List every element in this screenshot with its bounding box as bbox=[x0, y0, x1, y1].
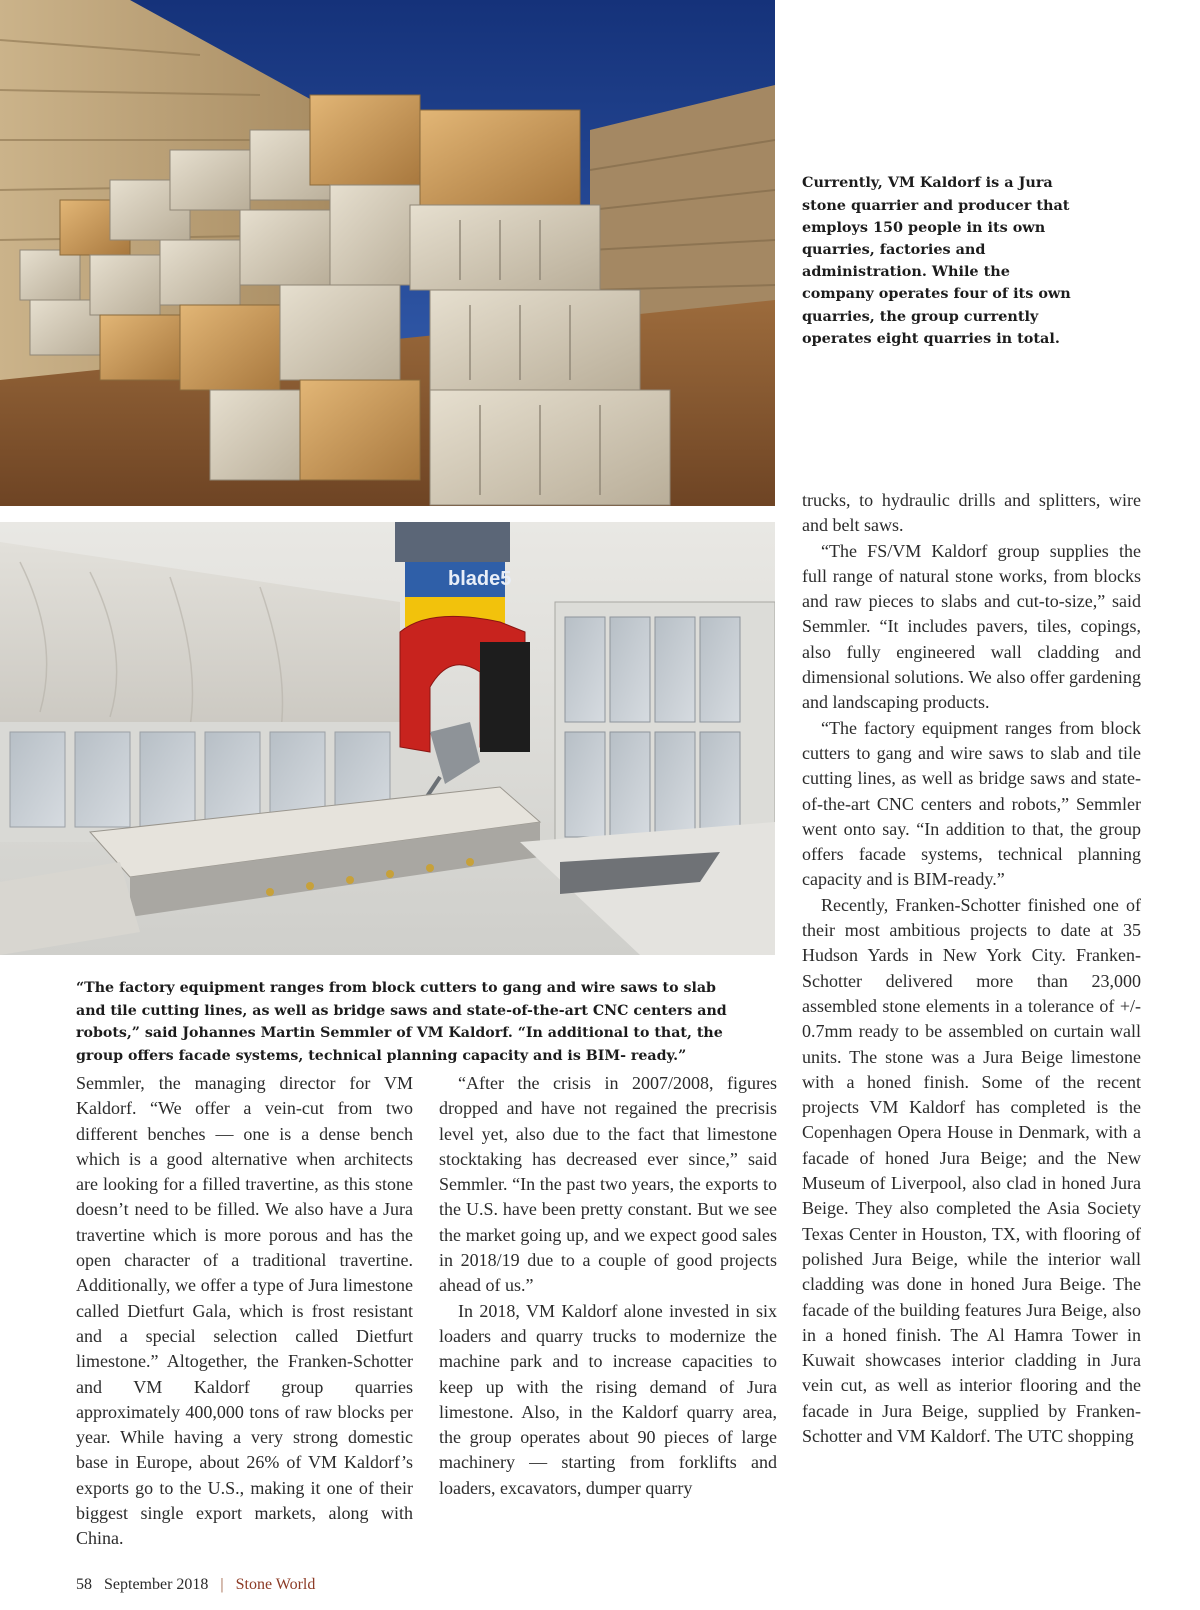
paragraph: “The factory equipment ranges from block cutters to gang and wire saws to slab and tile cutting lines, as well as bridge saws and state-of-the-art CNC centers and robots,” Semmler went onto say. “In addition to that, the group offers facade systems, technical planning capacity and is BIM-ready.” bbox=[802, 717, 1141, 890]
cnc-machine-photo bbox=[0, 522, 775, 955]
page-number: 58 bbox=[76, 1576, 92, 1593]
page-footer bbox=[76, 1576, 315, 1594]
footer-separator: | bbox=[220, 1576, 224, 1593]
cnc-saw-image bbox=[0, 522, 775, 955]
article-column-2 bbox=[439, 1071, 777, 1501]
article-column-3 bbox=[802, 488, 1141, 1449]
paragraph: In 2018, VM Kaldorf alone invested in six loaders and quarry trucks to modernize the machine park and to increase capacities to keep up with the rising demand of Jura limestone. Also, in the Kaldorf quarry area, the group operates about 90 pieces of large machinery — starting from forklifts and loaders, excavators, dumper quarry bbox=[439, 1300, 777, 1498]
paragraph: “After the crisis in 2007/2008, figures dropped and have not regained the precrisis level yet, also due to the fact that limestone stocktaking has decreased ever since,” said Semmler. “In the past two years, the exports to the U.S. have been pretty constant. But we see the market going up, and we expect good sales in 2018/19 due to a couple of good projects ahead of us.” bbox=[439, 1073, 777, 1296]
paragraph: “The FS/VM Kaldorf group supplies the full range of natural stone works, from blocks and raw pieces to slabs and cut-to-size,” said Semmler. “It includes pavers, tiles, copings, also fully engineered wall cladding and dimensional solutions. We also offer gardening and landscaping products. bbox=[802, 540, 1141, 713]
publication-name: Stone World bbox=[235, 1576, 316, 1593]
sidebar-caption: Currently, VM Kaldorf is a Jura stone quarrier and producer that employs 150 people in its own quarries, factories and administration. While the company operates four of its own quarries, the group currently operates eight quarries in total. bbox=[802, 174, 1071, 347]
quarry-stone-blocks-image bbox=[0, 0, 775, 506]
article-column-1 bbox=[76, 1071, 413, 1552]
paragraph: trucks, to hydraulic drills and splitters, wire and belt saws. bbox=[802, 490, 1141, 536]
paragraph: Recently, Franken-Schotter finished one of their most ambitious projects to date at 35 Hudson Yards in New York City. Franken-Schotter delivered more than 23,000 assembled stone elements in a tolerance of +/- 0.7mm ready to be assembled on curtain wall units. The stone was a Jura Beige limestone with a honed finish. Some of the recent projects VM Kaldorf has completed is the Copenhagen Opera House in Denmark, with a facade of honed Jura Beige; and the New Museum of Liverpool, also clad in honed Jura Beige. They also completed the Asia Society Texas Center in Houston, TX, with flooring of polished Jura Beige, while the interior wall cladding was done in honed Jura Beige. The facade of the building features Jura Beige, also in a honed finish. The Al Hamra Tower in Kuwait showcases interior cladding in Jura vein cut, as well as interior flooring and the facade in Jura Beige, supplied by Franken-Schotter and VM Kaldorf. The UTC shopping bbox=[802, 894, 1141, 1446]
machine-brand-label: blade5 bbox=[448, 568, 512, 590]
photo-caption: “The factory equipment ranges from block cutters to gang and wire saws to slab and tile cutting lines, as well as bridge saws and state-of-the-art CNC centers and robots,” said Johannes Martin Semmler of VM Kaldorf. “In additional to that, the group offers facade systems, technical planning capacity and is BIM- ready.” bbox=[76, 980, 727, 1064]
issue-date: September 2018 bbox=[104, 1576, 209, 1593]
quarry-photo bbox=[0, 0, 775, 506]
paragraph: Semmler, the managing director for VM Kaldorf. “We offer a vein-cut from two different benches — one is a dense bench which is a good alternative when architects are looking for a filled travertine, as this stone doesn’t need to be filled. We also have a Jura travertine which is more porous and has the open character of a traditional travertine. Additionally, we offer a type of Jura limestone called Dietfurt Gala, which is frost resistant and a special selection called Dietfurt limestone.” Altogether, the Franken-Schotter and VM Kaldorf group quarries approximately 400,000 tons of raw blocks per year. While having a very strong domestic base in Europe, about 26% of VM Kaldorf’s exports go to the U.S., making it one of their biggest single export markets, along with China. bbox=[76, 1073, 413, 1549]
